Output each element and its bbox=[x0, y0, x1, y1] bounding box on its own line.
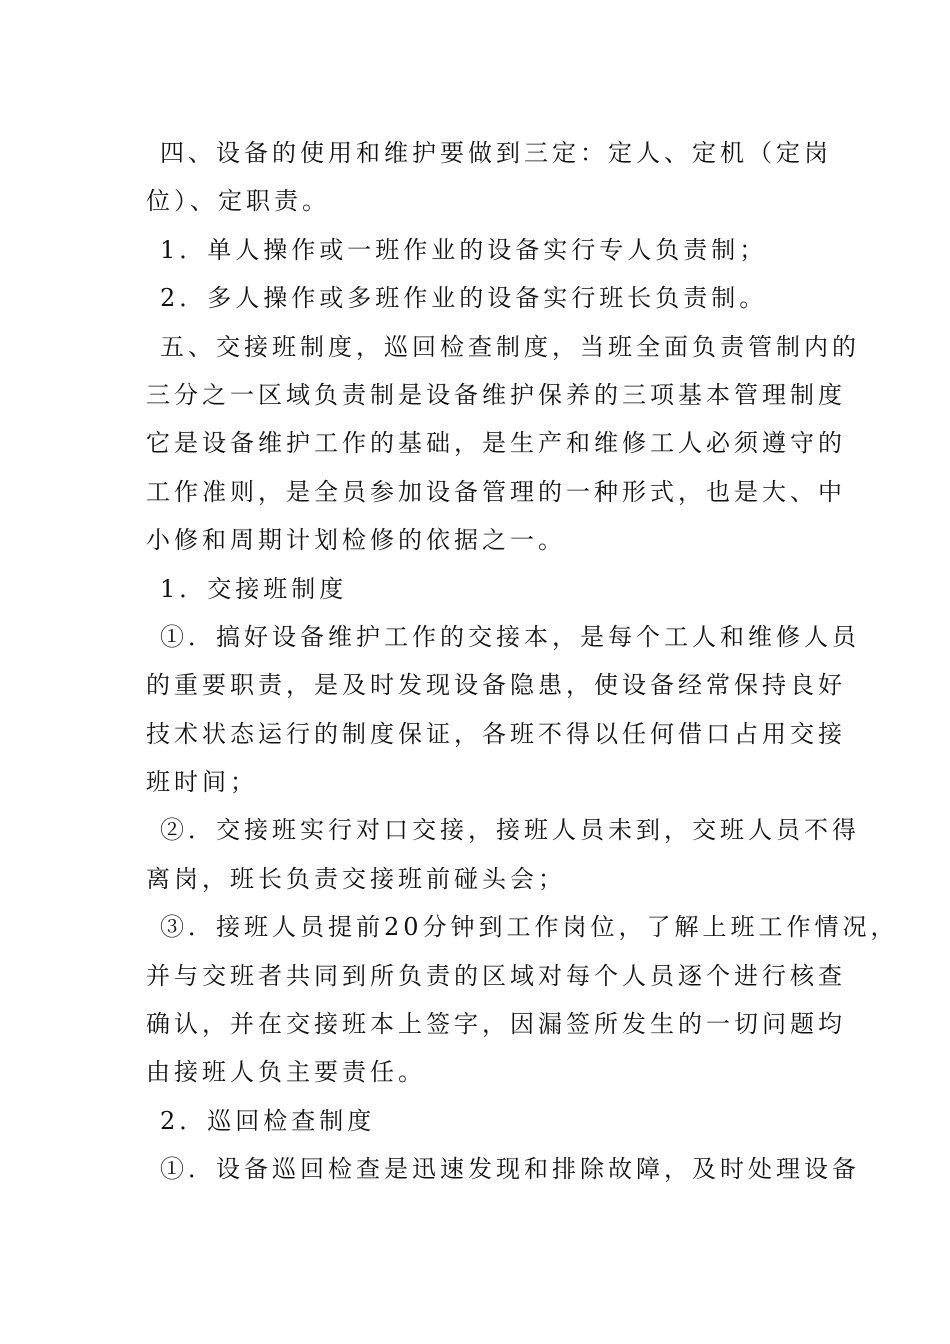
document-body bbox=[146, 129, 899, 1194]
list-item: ③．接班人员提前20分钟到工作岗位，了解上班工作情况， bbox=[160, 913, 899, 942]
body-line: 技术状态运行的制度保证，各班不得以任何借口占用交接 bbox=[146, 719, 846, 748]
section-heading-five: 五、交接班制度，巡回检查制度，当班全面负责管制内的 bbox=[160, 332, 860, 361]
list-item: ①．设备巡回检查是迅速发现和排除故障，及时处理设备 bbox=[160, 1155, 860, 1184]
body-line: 的重要职责，是及时发现设备隐患，使设备经常保持良好 bbox=[146, 671, 846, 700]
body-line: 班时间； bbox=[146, 768, 258, 797]
body-line: 确认，并在交接班本上签字，因漏签所发生的一切问题均 bbox=[146, 1010, 846, 1039]
body-line: 它是设备维护工作的基础，是生产和维修工人必须遵守的 bbox=[146, 429, 846, 458]
body-line: 工作准则，是全员参加设备管理的一种形式，也是大、中 bbox=[146, 477, 846, 506]
body-line: 并与交班者共同到所负责的区域对每个人员逐个进行核查 bbox=[146, 961, 846, 990]
body-line: 由接班人负主要责任。 bbox=[146, 1058, 426, 1087]
body-line: 离岗，班长负责交接班前碰头会； bbox=[146, 864, 566, 893]
body-line: 小修和周期计划检修的依据之一。 bbox=[146, 526, 566, 555]
list-item: 2．多人操作或多班作业的设备实行班长负责制。 bbox=[160, 284, 768, 313]
body-line: 位）、定职责。 bbox=[146, 187, 330, 216]
subsection-heading: 2．巡回检查制度 bbox=[160, 1106, 376, 1135]
subsection-heading: 1．交接班制度 bbox=[160, 574, 348, 603]
body-line: 三分之一区域负责制是设备维护保养的三项基本管理制度 bbox=[146, 380, 846, 409]
list-item: ①．搞好设备维护工作的交接本，是每个工人和维修人员 bbox=[160, 622, 860, 651]
section-heading-four: 四、设备的使用和维护要做到三定：定人、定机（定岗 bbox=[160, 139, 832, 167]
list-item: ②．交接班实行对口交接，接班人员未到，交班人员不得 bbox=[160, 816, 860, 845]
list-item: 1．单人操作或一班作业的设备实行专人负责制； bbox=[160, 235, 768, 264]
